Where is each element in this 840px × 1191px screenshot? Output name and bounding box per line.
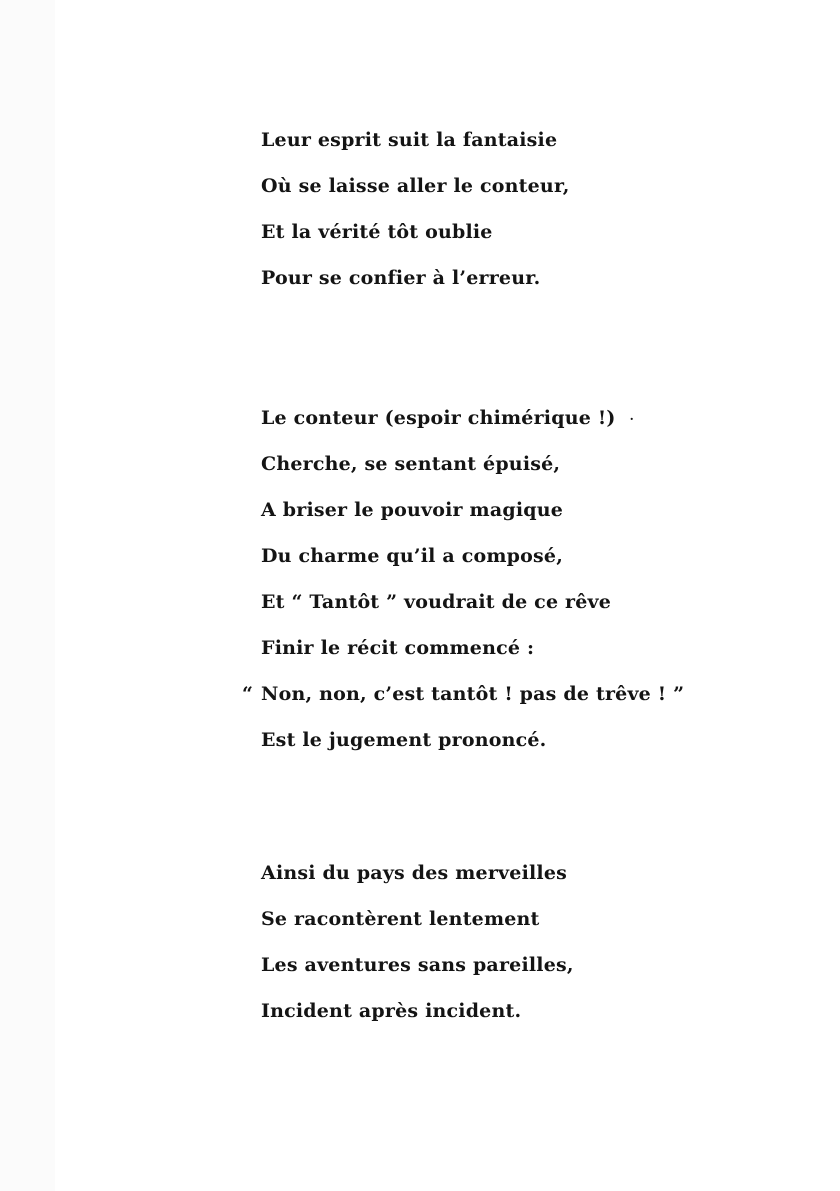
verse-line: Se racontèrent lentement — [261, 908, 540, 930]
verse-line: Pour se confier à l’erreur. — [261, 267, 541, 289]
verse-line: Où se laisse aller le conteur, — [261, 175, 570, 197]
verse-line: Du charme qu’il a composé, — [261, 545, 564, 567]
verse-line: Et la vérité tôt oublie — [261, 221, 493, 243]
stanza-1 — [261, 117, 570, 301]
verse-line: A briser le pouvoir magique — [261, 499, 564, 521]
verse-line: Les aventures sans pareilles, — [261, 954, 574, 976]
verse-text: Non, non, c’est tantôt ! pas de trêve ! ” — [261, 683, 685, 705]
stanza-2 — [242, 395, 685, 763]
page-margin — [0, 0, 55, 1191]
verse-line: Est le jugement prononcé. — [261, 729, 547, 751]
opening-quote-mark: “ — [242, 683, 254, 705]
verse-line: Leur esprit suit la fantaisie — [261, 129, 558, 151]
verse-line: Cherche, se sentant épuisé, — [261, 453, 561, 475]
verse-line: Finir le récit commencé : — [261, 637, 535, 659]
stanza-3 — [261, 850, 574, 1034]
verse-text: Le conteur (espoir chimérique !) — [261, 407, 616, 429]
verse-line-with-mark — [261, 395, 684, 441]
verse-line: Et “ Tantôt ” voudrait de ce rêve — [261, 591, 612, 613]
verse-line: Incident après incident. — [261, 1000, 522, 1022]
verse-line: Ainsi du pays des merveilles — [261, 862, 568, 884]
stray-ink-mark: · — [629, 412, 634, 426]
verse-line-quoted — [242, 671, 685, 717]
